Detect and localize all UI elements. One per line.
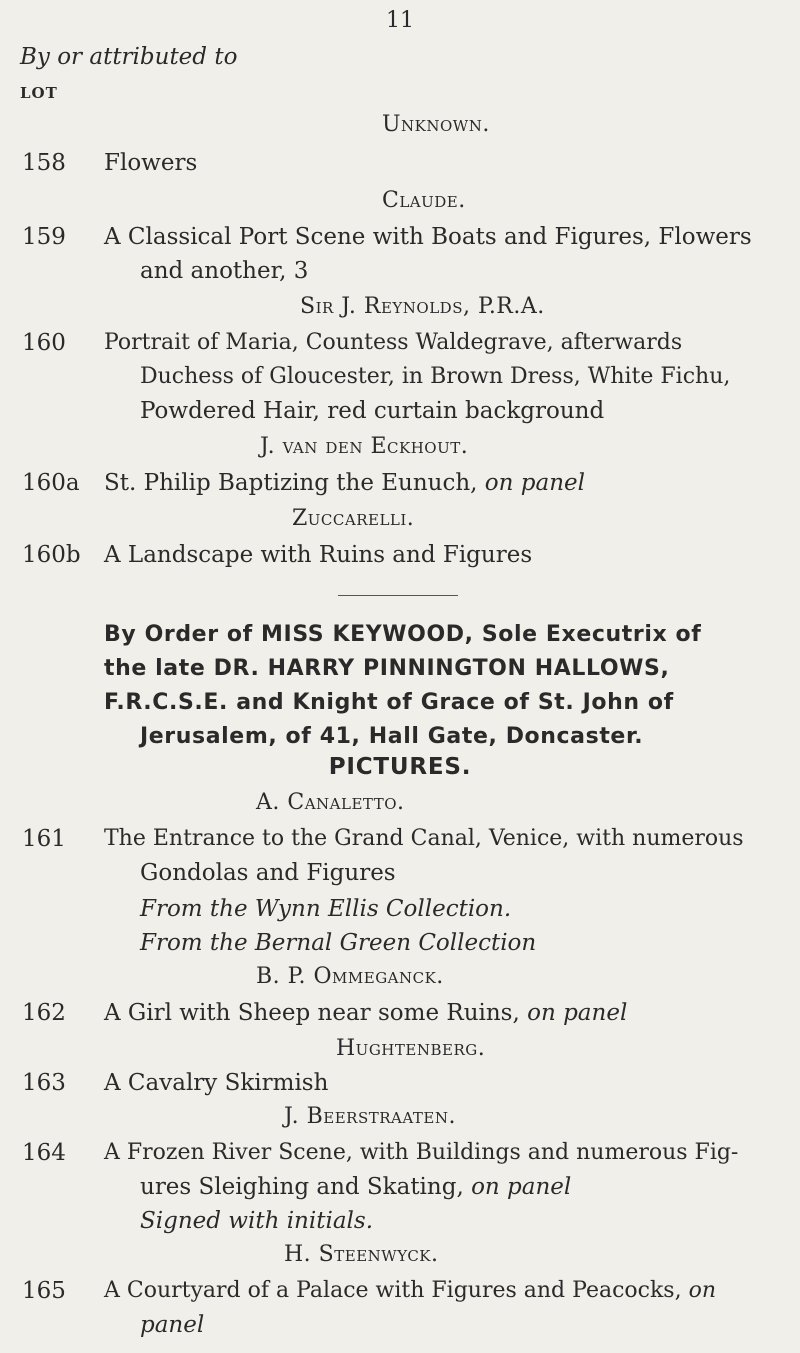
lot-title-continued: Duchess of Gloucester, in Brown Dress, White Fichu, bbox=[140, 364, 731, 389]
section-divider bbox=[338, 595, 458, 596]
notice-line: the late DR. HARRY PINNINGTON HALLOWS, bbox=[104, 656, 670, 681]
lot-title-continued: Powdered Hair, red curtain background bbox=[140, 398, 605, 424]
lot-number: 160b bbox=[22, 542, 81, 568]
lot-title: Flowers bbox=[104, 150, 198, 176]
lot-title bbox=[104, 1000, 627, 1026]
artist-unknown: Unknown. bbox=[382, 112, 490, 137]
artist-claude: Claude. bbox=[382, 188, 466, 213]
lot-number: 165 bbox=[22, 1278, 66, 1304]
artist-beerstraaten: J. Beerstraaten. bbox=[284, 1104, 456, 1129]
lot-medium: on panel bbox=[484, 470, 585, 496]
lot-medium: on panel bbox=[527, 1000, 628, 1026]
artist-steenwyck: H. Steenwyck. bbox=[284, 1242, 439, 1267]
lot-title: The Entrance to the Grand Canal, Venice, with numerous bbox=[104, 826, 744, 851]
lot-medium-continued: panel bbox=[140, 1312, 205, 1338]
lot-title-continued: Gondolas and Figures bbox=[140, 860, 396, 886]
lot-medium: on panel bbox=[471, 1174, 572, 1200]
attribution-header: By or attributed to bbox=[20, 44, 238, 70]
lot-title-continued: and another, 3 bbox=[140, 258, 309, 284]
lot-number: 162 bbox=[22, 1000, 66, 1026]
lot-title-main: ures Sleighing and Skating, bbox=[140, 1174, 464, 1200]
artist-reynolds: Sir J. Reynolds, P.R.A. bbox=[300, 294, 545, 319]
lot-title-main: St. Philip Baptizing the Eunuch, bbox=[104, 470, 478, 496]
lot-title bbox=[104, 1278, 716, 1303]
lot-number: 163 bbox=[22, 1070, 66, 1096]
notice-line: By Order of MISS KEYWOOD, Sole Executrix of bbox=[104, 622, 702, 647]
lot-title-main: A Girl with Sheep near some Ruins, bbox=[104, 1000, 520, 1026]
provenance-line: From the Wynn Ellis Collection. bbox=[140, 896, 512, 922]
lot-title: A Cavalry Skirmish bbox=[104, 1070, 329, 1096]
page-number: 11 bbox=[386, 8, 414, 33]
artist-ommeganck: B. P. Ommeganck. bbox=[256, 964, 444, 989]
lot-title-main: A Courtyard of a Palace with Figures and Peacocks, bbox=[104, 1278, 682, 1303]
artist-canaletto: A. Canaletto. bbox=[256, 790, 405, 815]
lot-medium: on bbox=[688, 1278, 717, 1303]
lot-number: 159 bbox=[22, 224, 66, 250]
lot-title: Portrait of Maria, Countess Waldegrave, afterwards bbox=[104, 330, 683, 355]
artist-zuccarelli: Zuccarelli. bbox=[292, 506, 415, 531]
pictures-heading: PICTURES. bbox=[328, 754, 472, 780]
lot-number: 164 bbox=[22, 1140, 66, 1166]
signature-note: Signed with initials. bbox=[140, 1208, 374, 1234]
lot-number: 158 bbox=[22, 150, 66, 176]
lot-title: A Landscape with Ruins and Figures bbox=[104, 542, 533, 568]
lot-title: A Classical Port Scene with Boats and Figures, Flowers bbox=[104, 224, 752, 250]
lot-number: 160a bbox=[22, 470, 80, 496]
notice-line: Jerusalem, of 41, Hall Gate, Doncaster. bbox=[140, 724, 644, 749]
artist-hughtenberg: Hughtenberg. bbox=[336, 1036, 486, 1061]
lot-number: 160 bbox=[22, 330, 66, 356]
sale-order-notice bbox=[104, 618, 784, 754]
provenance-line: From the Bernal Green Collection bbox=[140, 930, 537, 956]
lot-title: A Frozen River Scene, with Buildings and numerous Fig- bbox=[104, 1140, 739, 1165]
lot-title bbox=[104, 470, 585, 496]
lot-column-header: LOT bbox=[20, 84, 58, 102]
lot-title-continued bbox=[140, 1174, 571, 1200]
lot-number: 161 bbox=[22, 826, 66, 852]
artist-eckhout: J. van den Eckhout. bbox=[260, 434, 469, 459]
notice-line: F.R.C.S.E. and Knight of Grace of St. John of bbox=[104, 690, 674, 715]
